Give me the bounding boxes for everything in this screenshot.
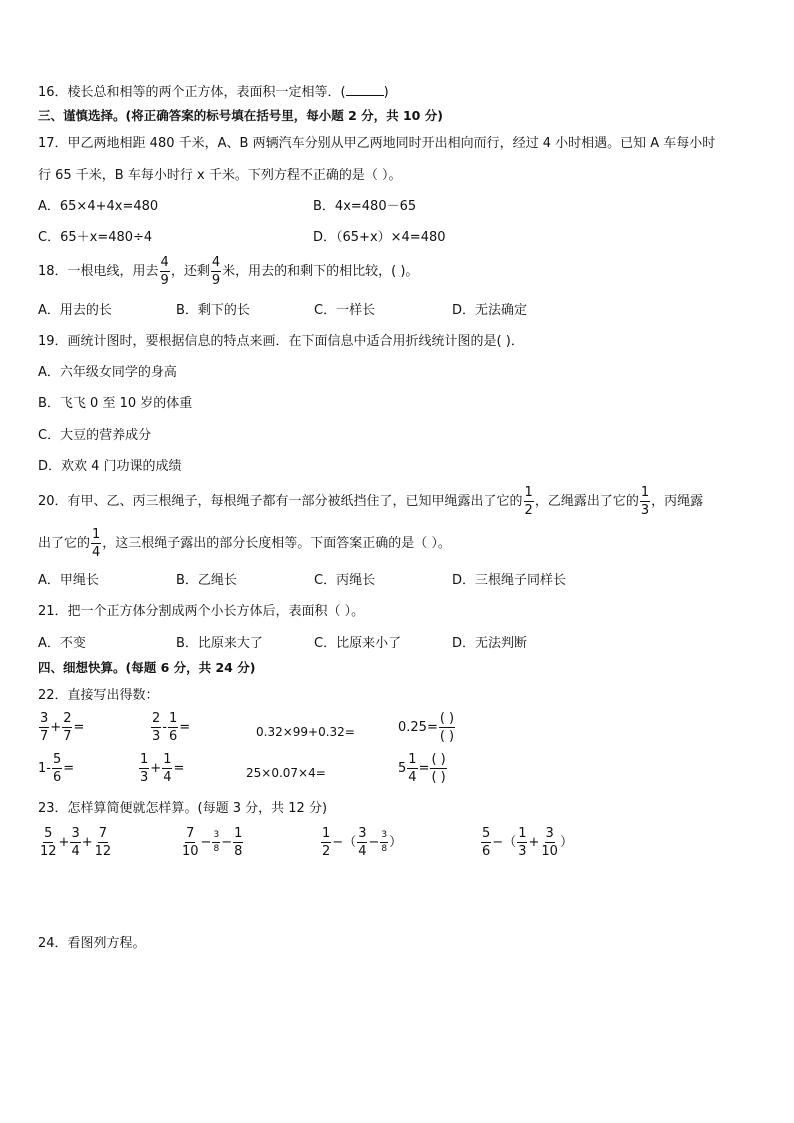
question-24: 24．看图列方程。 [38,936,146,951]
question-16: 16．棱长总和相等的两个正方体，表面积一定相等．( ) [38,85,389,100]
answer-blank[interactable] [346,84,384,96]
q21-option-b[interactable]: B．比原来大了 [176,636,263,651]
question-20-line-2: 出了它的 $\frac{1}{4}$ ，这三根绳子露出的部分长度相等。下面答案正确的是（ ）。 [38,527,451,560]
q22-expr-4: 0.25= $\frac{( )}{( )}$ [398,711,455,744]
fraction: $\frac{1}{4}$ [92,527,101,560]
q17-option-a[interactable]: A．65×4+4x=480 [38,199,159,214]
q17-option-b[interactable]: B．4x=480－65 [313,199,417,214]
q18-option-a[interactable]: A．用去的长 [38,303,112,318]
q20-option-c[interactable]: C．丙绳长 [314,573,376,588]
q20-option-b[interactable]: B．乙绳长 [176,573,237,588]
q17-option-d[interactable]: D．（65+x）×4=480 [313,230,446,245]
q18-option-c[interactable]: C．一样长 [314,303,376,318]
section-4-heading: 四、细想快算。(每题 6 分，共 24 分) [38,660,256,675]
q21-option-c[interactable]: C．比原来小了 [314,636,402,651]
q22-expr-3: 0.32×99+0.32= [256,725,355,739]
question-18: 18．一根电线，用去 $\frac{4}{9}$ ，还剩 $\frac{4}{9}$ 米，用去的和剩下的相比较，( )。 [38,255,419,288]
q23-expr-2: $\frac{7}{10}$ − $\frac{3}{8}$ − $\frac{1}{8}$ [182,826,243,859]
q20-option-d[interactable]: D．三根绳子同样长 [452,573,567,588]
q22-expr-1: $\frac{3}{7}$ + $\frac{2}{7}$ = [40,711,85,744]
fraction: $\frac{4}{9}$ [211,255,221,288]
question-17-line-2: 行 65 千米，B 车每小时行 x 千米。下列方程不正确的是（ ）。 [38,168,402,183]
question-22: 22．直接写出得数： [38,688,159,703]
question-17-line-1: 17．甲乙两地相距 480 千米，A、B 两辆汽车分别从甲乙两地同时开出相向而行，经过 4 小时相遇。已知 A 车每小时 [38,136,716,151]
q22-expr-7: 25×0.07×4= [246,766,326,780]
q23-expr-4: $\frac{5}{6}$ − （ $\frac{1}{3}$ + $\frac{3}{10}$ ） [482,826,573,859]
q18-option-d[interactable]: D．无法确定 [452,303,528,318]
question-19: 19．画统计图时，要根据信息的特点来画．在下面信息中适合用折线统计图的是( )． [38,334,524,349]
q18-option-b[interactable]: B．剩下的长 [176,303,250,318]
fraction: $\frac{4}{9}$ [160,255,169,288]
q22-expr-2: $\frac{2}{3}$ - $\frac{1}{6}$ = [152,711,191,744]
q19-option-d[interactable]: D．欢欢 4 门功课的成绩 [38,459,182,474]
q17-option-c[interactable]: C．65＋x=480÷4 [38,230,153,245]
q23-expr-3: $\frac{1}{2}$ − （ $\frac{3}{4}$ − $\frac{3}{8}$ ） [322,826,403,859]
fraction: $\frac{1}{2}$ [524,485,533,518]
q21-option-d[interactable]: D．无法判断 [452,636,528,651]
q22-expr-8: 5 $\frac{1}{4}$ = $\frac{( )}{( )}$ [398,752,446,785]
section-3-heading: 三、谨慎选择。(将正确答案的标号填在括号里，每小题 2 分，共 10 分) [38,108,443,123]
question-20-line-1: 20．有甲、乙、丙三根绳子，每根绳子都有一部分被纸挡住了，已知甲绳露出了它的 $\frac{1}{2}$ ，乙绳露出了它的 $\frac{1}{3}$ ，丙绳露 [38,485,704,518]
q19-option-b[interactable]: B．飞飞 0 至 10 岁的体重 [38,396,193,411]
q19-option-c[interactable]: C．大豆的营养成分 [38,428,152,443]
fraction: $\frac{1}{3}$ [640,485,650,518]
q23-expr-1: $\frac{5}{12}$ + $\frac{3}{4}$ + $\frac{7}{12}$ [40,826,112,859]
q19-option-a[interactable]: A．六年级女同学的身高 [38,365,177,380]
q22-expr-6: $\frac{1}{3}$ + $\frac{1}{4}$ = [140,752,185,785]
q22-expr-5: 1- $\frac{5}{6}$ = [38,752,75,785]
q21-option-a[interactable]: A．不变 [38,636,86,651]
question-21: 21．把一个正方体分割成两个小长方体后，表面积（ ）。 [38,604,365,619]
q20-option-a[interactable]: A．甲绳长 [38,573,99,588]
question-23: 23．怎样算简便就怎样算。(每题 3 分，共 12 分) [38,801,328,816]
